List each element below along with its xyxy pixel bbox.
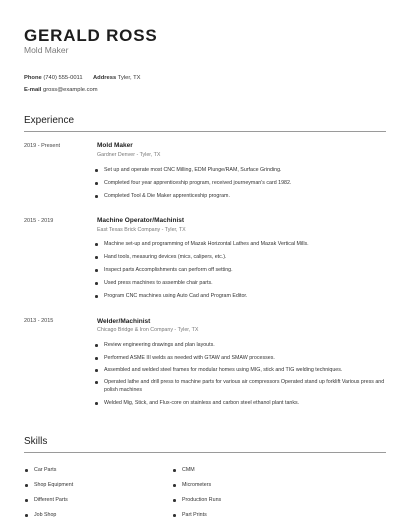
job-bullet: Machine set-up and programming of Mazak Horizontal Lathes and Mazak Vertical Mills. (104, 240, 394, 248)
candidate-name: GERALD ROSS (24, 26, 158, 45)
job-title: Machine Operator/Machinist (97, 217, 185, 224)
job-company: East Texas Brick Company - Tyler, TX (97, 227, 186, 233)
experience-heading: Experience (24, 115, 75, 126)
job-bullet: Performed ASME III welds as needed with GTAW and SMAW processes. (104, 354, 394, 362)
job-dates: 2015 - 2019 (24, 218, 54, 224)
job-title: Welder/Machinist (97, 318, 151, 325)
phone-label: Phone (24, 75, 42, 81)
skill-item: Shop Equipment (34, 482, 74, 488)
skill-item: Micrometers (182, 482, 212, 488)
email-label: E-mail (24, 87, 42, 93)
job-bullet: Assembled and welded steel frames for modular homes using MIG, stick and TIG welding techniques. (104, 366, 394, 374)
email-value[interactable]: gross@example.com (43, 87, 98, 93)
skill-item: Car Parts (34, 467, 57, 473)
job-dates: 2013 - 2015 (24, 318, 54, 324)
phone-value: (740) 555-0011 (43, 75, 83, 81)
job-bullet: Program CNC machines using Auto Cad and Program Editor. (104, 292, 394, 300)
skill-item: Production Runs (182, 497, 222, 503)
phone-line (24, 75, 83, 81)
skill-item: Different Parts (34, 497, 68, 503)
address-line (93, 75, 140, 81)
email-line (24, 87, 98, 93)
address-label: Address (93, 75, 117, 81)
section-divider (24, 131, 386, 132)
section-divider (24, 452, 386, 453)
skill-item: Part Prints (182, 512, 207, 518)
job-dates: 2019 - Present (24, 143, 61, 149)
job-bullet: Inspect parts Accomplishments can perform off setting. (104, 266, 394, 274)
skill-item: Job Shop (34, 512, 57, 518)
job-bullet: Completed Tool & Die Maker apprenticeship program. (104, 192, 394, 200)
job-company: Chicago Bridge & Iron Company - Tyler, TX (97, 327, 199, 333)
job-bullet: Completed four year apprenticeship program, received journeyman's card 1982. (104, 179, 394, 187)
job-title: Mold Maker (97, 142, 133, 149)
job-bullet: Hand tools, measuring devices (mics, calipers, etc.). (104, 253, 394, 261)
skill-item: CMM (182, 467, 195, 473)
candidate-title: Mold Maker (24, 45, 69, 55)
job-bullet: Used press machines to assemble chair parts. (104, 279, 394, 287)
job-bullet: Set up and operate most CNC Milling, EDM Plunge/RAM, Surface Grinding. (104, 166, 394, 174)
job-bullet: Welded Mig, Stick, and Flux-core on stainless and carbon steel ethanol plant tanks. (104, 399, 394, 407)
address-value: Tyler, TX (117, 75, 141, 81)
job-company: Gardner Denver - Tyler, TX (97, 152, 161, 158)
job-bullet: Operated lathe and drill press to machine parts for various air compressors Operated stand up forklift Various press and polish machines (104, 378, 394, 394)
job-bullet: Review engineering drawings and plan layouts. (104, 341, 394, 349)
skills-heading: Skills (24, 436, 48, 447)
